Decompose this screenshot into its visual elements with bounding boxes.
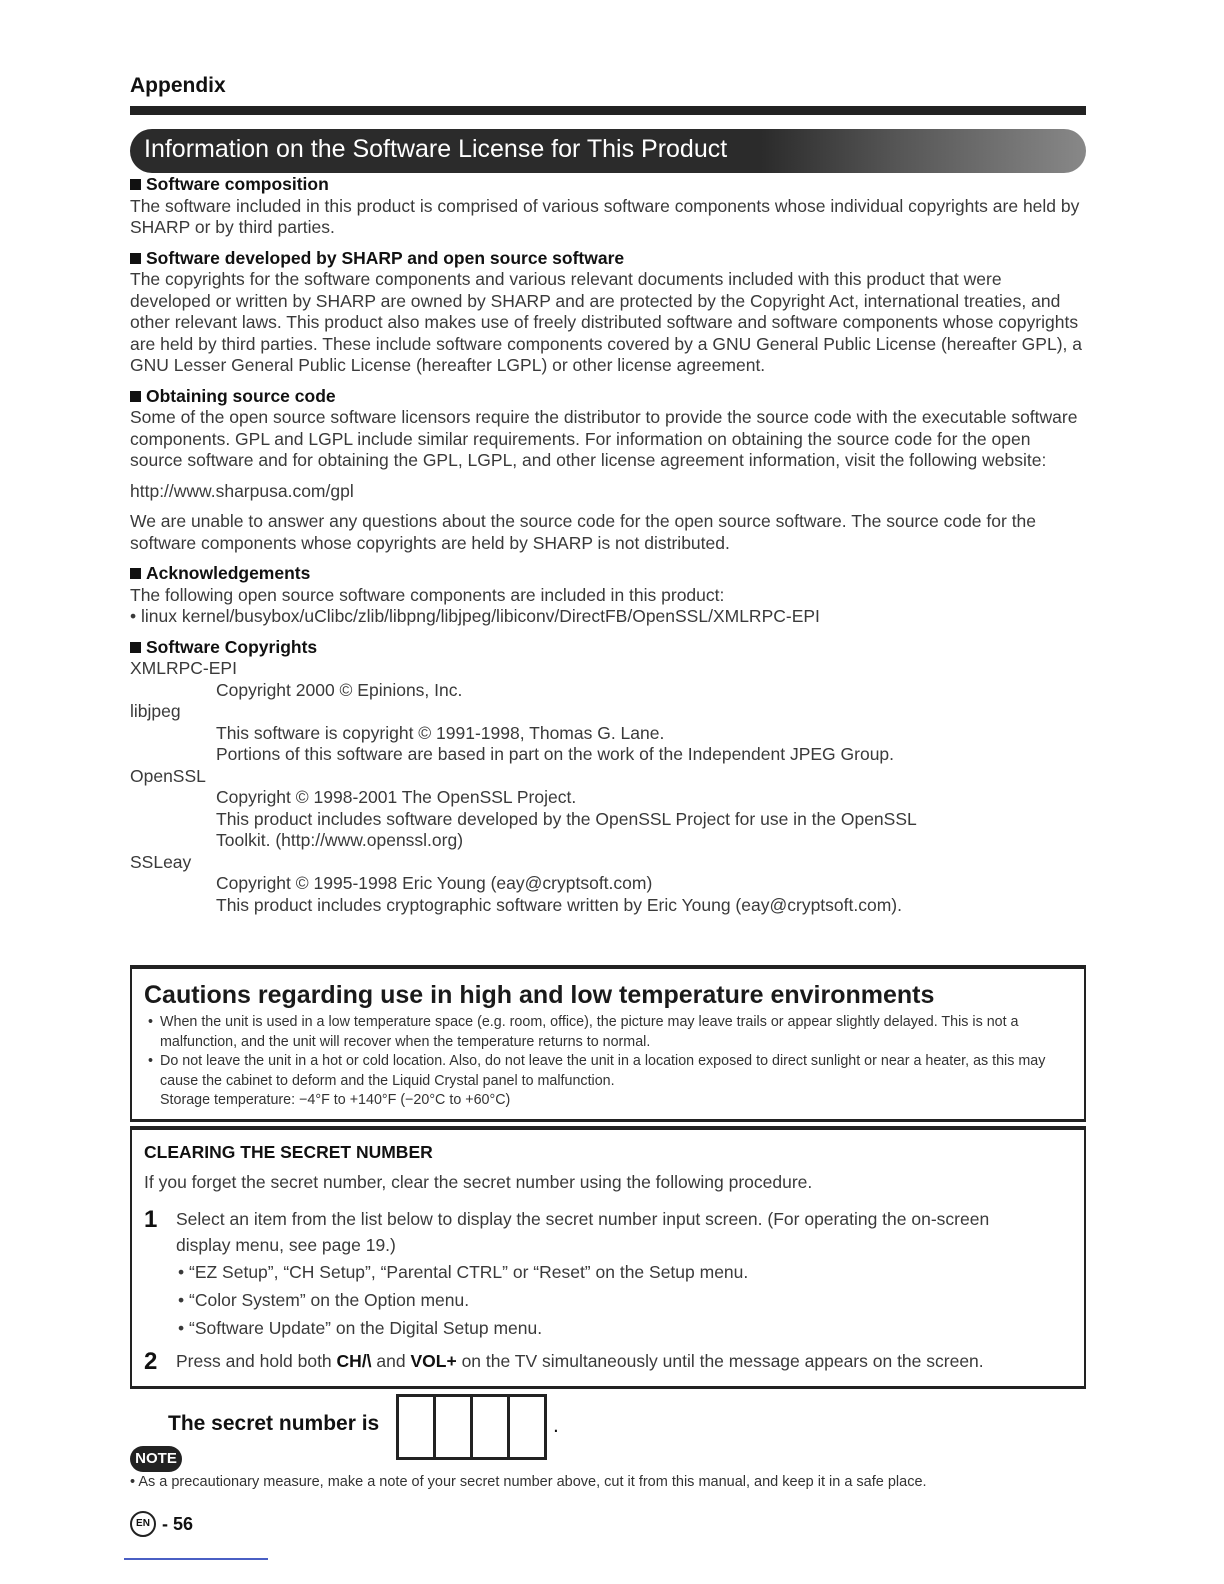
square-bullet-icon [130, 568, 141, 579]
language-icon: EN [130, 1511, 156, 1537]
step-2: Press and hold both CH/\ and VOL+ on the TV simultaneously until the message appears on the screen. [176, 1351, 984, 1371]
title-banner [130, 129, 1086, 173]
header-rule [130, 106, 1086, 115]
ssleay-name: SSLeay [130, 851, 192, 872]
caution-item: • Do not leave the unit in a hot or cold location. Also, do not leave the unit in a location exposed to direct sunlight or near a heater, as this may cause the cabinet to deform and the Liquid Crystal panel to malfunction. [148, 1052, 1068, 1091]
bottom-rule [124, 1558, 268, 1560]
libjpeg-copyright: This software is copyright © 1991-1998, Thomas G. Lane. [216, 722, 665, 743]
source-text: Some of the open source software licensors require the distributor to provide the source code with the executable software components. GPL and LGPL include similar requirements. For information on obtaining the source code for the open source software and for obtaining the GPL, LGPL, and other license agreement information, visit the following website: [130, 407, 1078, 470]
libjpeg-name: libjpeg [130, 701, 181, 721]
secret-number-label: The secret number is [168, 1412, 380, 1435]
license-content [130, 174, 1086, 916]
square-bullet-icon [130, 642, 141, 653]
storage-temperature: Storage temperature: −4°F to +140°F (−20°C to +60°C) [160, 1092, 511, 1108]
square-bullet-icon [130, 179, 141, 190]
note-text: • As a precautionary measure, make a note of your secret number above, cut it from this manual, and keep it in a safe place. [130, 1474, 927, 1490]
square-bullet-icon [130, 253, 141, 264]
step-1-option: • “Software Update” on the Digital Setup menu. [178, 1318, 542, 1339]
copyrights-heading: Software Copyrights [130, 637, 1086, 659]
ack-heading: Acknowledgements [130, 563, 1086, 585]
openssl-copyright: Copyright © 1998-2001 The OpenSSL Project. [216, 787, 577, 807]
secret-number-period: . [553, 1414, 559, 1437]
openssl-name: OpenSSL [130, 765, 206, 786]
libjpeg-note: Portions of this software are based in part on the work of the Independent JPEG Group. [216, 744, 895, 764]
section-title: Appendix [130, 74, 226, 97]
digit-box [510, 1397, 544, 1457]
developed-heading: Software developed by SHARP and open source software [130, 248, 1086, 270]
composition-heading: Software composition [130, 174, 1086, 196]
xmlrpc-copyright: Copyright 2000 © Epinions, Inc. [216, 679, 463, 700]
cautions-list [148, 1013, 1068, 1111]
digit-box [473, 1397, 510, 1457]
cautions-title: Cautions regarding use in high and low temperature environments [144, 981, 935, 1009]
ack-text: The following open source software components are included in this product: [130, 584, 725, 605]
caution-item: • When the unit is used in a low temperature space (e.g. room, office), the picture may leave trails or appear slightly delayed. This is not a malfunction, and the unit will recover when the temperature returns to normal. [148, 1013, 1068, 1052]
page-footer [130, 1511, 193, 1537]
digit-box [399, 1397, 436, 1457]
step-number: 1 [144, 1206, 158, 1233]
note-badge: NOTE [130, 1446, 182, 1472]
ssleay-note: This product includes cryptographic software written by Eric Young (eay@cryptsoft.com). [216, 894, 902, 915]
cautions-box [130, 965, 1086, 1122]
secret-intro: If you forget the secret number, clear the secret number using the following procedure. [144, 1172, 813, 1192]
step-1-line-2: display menu, see page 19.) [176, 1235, 396, 1255]
step-number: 2 [144, 1348, 158, 1375]
digit-box [436, 1397, 473, 1457]
gpl-url: http://www.sharpusa.com/gpl [130, 480, 354, 501]
page-number: - 56 [162, 1513, 194, 1534]
secret-number-boxes [396, 1394, 547, 1460]
secret-title: CLEARING THE SECRET NUMBER [144, 1142, 433, 1162]
xmlrpc-name: XMLRPC-EPI [130, 658, 237, 678]
source-disclaimer: We are unable to answer any questions about the source code for the open source software. The source code for the software components whose copyrights are held by SHARP is not distributed. [130, 511, 1037, 553]
step-1-option: • “EZ Setup”, “CH Setup”, “Parental CTRL” or “Reset” on the Setup menu. [178, 1262, 748, 1283]
banner-title: Information on the Software License for This Product [144, 135, 728, 163]
composition-text: The software included in this product is comprised of various software components whose individual copyrights are held by SHARP or by third parties. [130, 195, 1080, 237]
ssleay-copyright: Copyright © 1995-1998 Eric Young (eay@cryptsoft.com) [216, 873, 653, 893]
developed-text: The copyrights for the software components and various relevant documents included with this product that were developed or written by SHARP are owned by SHARP and are protected by the Copyright Act, international treaties, and other relevant laws. This product also makes use of freely distributed software and software components whose copyrights are held by third parties. These include software components covered by a GNU General Public License (hereafter GPL), a GNU Lesser General Public License (hereafter LGPL) or other license agreement. [130, 269, 1082, 375]
ack-item: • linux kernel/busybox/uClibc/zlib/libpng/libjpeg/libiconv/DirectFB/OpenSSL/XMLRPC-EPI [130, 606, 820, 626]
openssl-note-2: Toolkit. (http://www.openssl.org) [216, 830, 464, 850]
secret-number-box [130, 1126, 1086, 1389]
square-bullet-icon [130, 391, 141, 402]
openssl-note: This product includes software developed by the OpenSSL Project for use in the OpenSSL [216, 808, 917, 829]
source-heading: Obtaining source code [130, 386, 1086, 408]
step-1-option: • “Color System” on the Option menu. [178, 1290, 469, 1311]
step-1-line-1: Select an item from the list below to display the secret number input screen. (For operating the on-screen [176, 1209, 990, 1229]
